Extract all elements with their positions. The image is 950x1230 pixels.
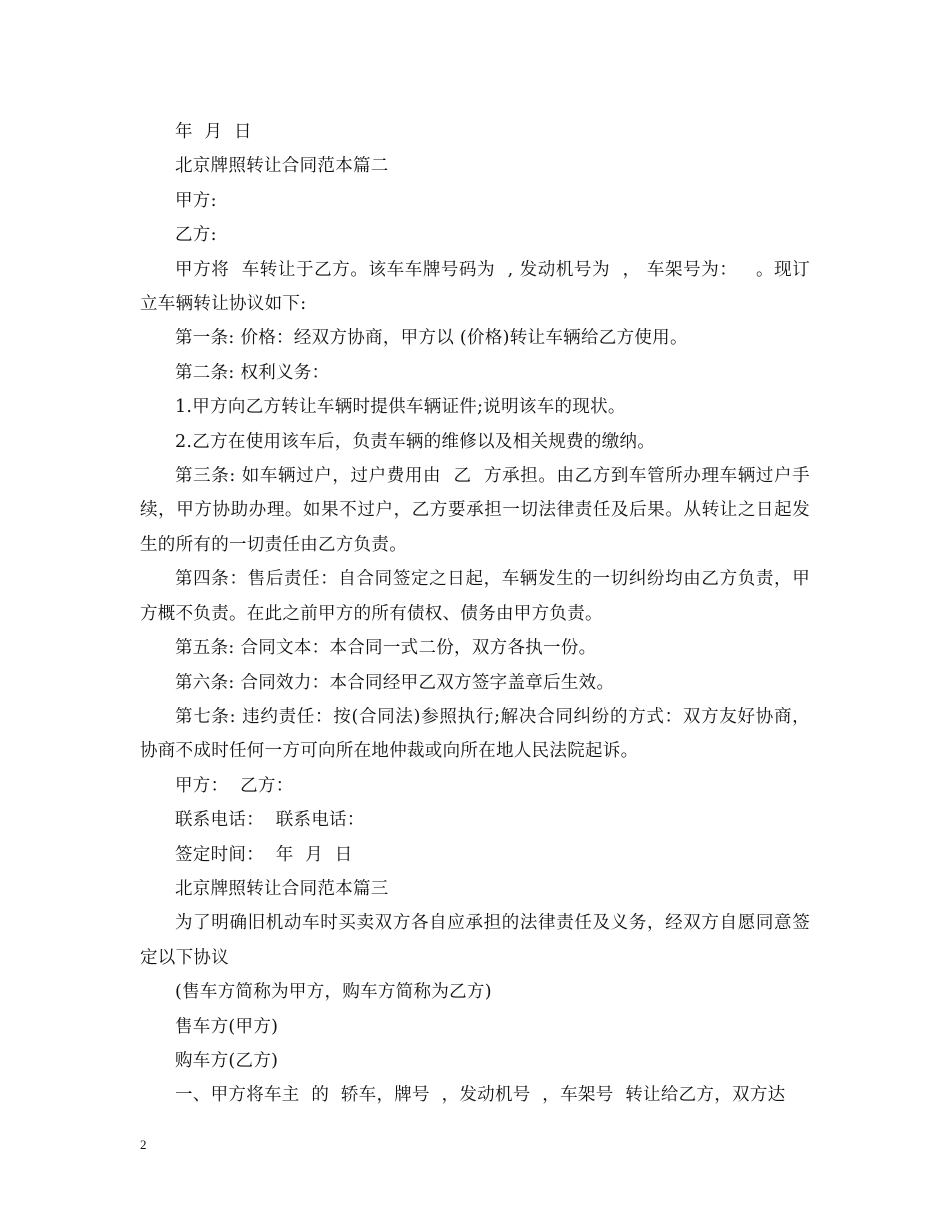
contact-phone-line: 联系电话： 联系电话： (175, 810, 365, 831)
article-2: 第二条: 权利义务： (175, 362, 330, 383)
buyer-line: 购车方(乙方) (175, 1050, 279, 1071)
document-body (140, 115, 810, 1113)
article-5: 第五条: 合同文本：本合同一式二份，双方各执一份。 (175, 638, 597, 659)
article-6: 第六条: 合同效力：本合同经甲乙双方签字盖章后生效。 (175, 672, 615, 693)
signature-parties-line: 甲方： 乙方： (175, 775, 294, 796)
article-4: 第四条：售后责任：自合同签定之日起，车辆发生的一切纠纷均由乙方负责，甲方概不负责。在此之前甲方的所有债权、债务由甲方负责。 (140, 569, 810, 624)
article-2-item-2: 2.乙方在使用该车后，负责车辆的维修以及相关规费的缴纳。 (175, 431, 656, 452)
party-abbreviation-note: (售车方简称为甲方，购车方简称为乙方) (175, 982, 492, 1003)
article-1: 第一条: 价格：经双方协商，甲方以 (价格)转让车辆给乙方使用。 (175, 328, 688, 349)
transfer-intro-paragraph: 甲方将 车转让于乙方。该车车牌号码为 , 发动机号为 ， 车架号为： 。现订立车辆转让协议如下: (140, 259, 810, 315)
party-a-line: 甲方: (175, 190, 217, 211)
signing-date-line: 签定时间： 年 月 日 (175, 844, 353, 865)
page-number: 2 (140, 1137, 147, 1152)
article-7: 第七条: 违约责任：按(合同法)参照执行;解决合同纠纷的方式：双方友好协商，协商不成时任何一方可向所在地仲裁或向所在地人民法院起诉。 (140, 706, 810, 762)
section-heading-2: 北京牌照转让合同范本篇二 (175, 156, 389, 177)
section-heading-3: 北京牌照转让合同范本篇三 (175, 878, 389, 899)
article-2-item-1: 1.甲方向乙方转让车辆时提供车辆证件;说明该车的现状。 (175, 397, 626, 418)
agreement-purpose-paragraph: 为了明确旧机动车时买卖双方各自应承担的法律责任及义务，经双方自愿同意签定以下协议 (140, 913, 810, 968)
party-b-line: 乙方: (175, 225, 217, 246)
date-line: 年 月 日 (175, 122, 252, 142)
seller-line: 售车方(甲方) (175, 1016, 279, 1037)
clause-1: 一、甲方将车主 的 轿车，牌号 ，发动机号 ，车架号 转让给乙方，双方达 (175, 1085, 786, 1106)
article-3: 第三条: 如车辆过户，过户费用由 乙 方承担。由乙方到车管所办理车辆过户手续，甲方协助办理。如果不过户，乙方要承担一切法律责任及后果。从转让之日起发生的所有的一切责任由乙方负责。 (140, 466, 810, 555)
